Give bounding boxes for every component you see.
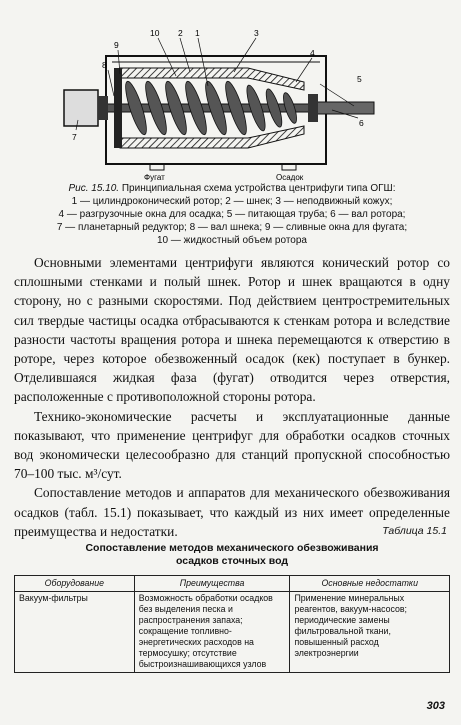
page-number: 303	[426, 700, 445, 712]
table-header-row	[15, 576, 450, 592]
cell-advantages: Возможность обработки осадков без выделения песка и распространения запаха; сокращение топливно-энергетических расходов на термосушку; отсутствие быстроизнашивающихся узлов	[134, 592, 290, 673]
cell-equipment: Вакуум-фильтры	[15, 592, 135, 673]
gearbox-block	[64, 90, 98, 126]
paragraph-1: Основными элементами центрифуги являются конический ротор со сплошными стенками и полый шнек. Ротор и шнек вращаются в одну сторону, но с разными скоростями. Под действием центростремительных сил твердые частицы осадка отбрасываются к стенкам ротора и вследствие разности частоты вращения ротора и шнека перемещаются к отверстию в роторе, через которое обезвоженный осадок (кек) поступает в бункер. Отделившаяся жидкая фаза (фугат) отводится через отверстия, расположенные с противоположной стороны ротора.	[14, 255, 450, 405]
table-title-line-1: Сопоставление методов механического обезвоживания	[85, 542, 379, 554]
body-text	[14, 253, 450, 541]
figure-caption	[14, 182, 450, 247]
callout-7: 7	[72, 132, 77, 142]
rotor-wall-bottom	[120, 126, 304, 148]
caption-line-5: 10 — жидкостный объем ротора	[157, 235, 307, 246]
callout-2: 2	[178, 28, 183, 38]
caption-line-4: 7 — планетарный редуктор; 8 — вал шнека; 9 — сливные окна для фугата;	[56, 222, 408, 233]
caption-title: Рис. 15.10.	[68, 183, 120, 194]
callout-8: 8	[102, 60, 107, 70]
callout-6: 6	[359, 118, 364, 128]
bearing-right	[308, 94, 318, 122]
header-advantages: Преимущества	[134, 576, 290, 592]
table-row	[15, 592, 450, 673]
paragraph-2: Технико-экономические расчеты и эксплуатационные данные показывают, что применение центрифуг для обработки осадков сточных вод экономически целесообразно для станций пропускной способностью 70–100 тыс. м³/сут.	[14, 408, 450, 482]
callout-1: 1	[195, 28, 200, 38]
cell-disadvantages: Применение минеральных реагентов, вакуум-насосов; периодические замены фильтровальной ткани, повышенный расход электроэнергии	[290, 592, 450, 673]
feed-pipe	[314, 102, 374, 114]
paragraph-3: Сопоставление методов и аппаратов для механического обезвоживания осадков (табл. 15.1) показывает, что каждый из них имеет определенные преимущества и недостатки.	[14, 485, 450, 539]
callout-10: 10	[150, 28, 160, 38]
rotor-end-left	[114, 68, 122, 148]
callout-4: 4	[310, 48, 315, 58]
table-title-line-2: осадков сточных вод	[175, 554, 289, 567]
header-disadvantages: Основные недостатки	[290, 576, 450, 592]
callout-5: 5	[357, 74, 362, 84]
table-label: Таблица 15.1	[382, 525, 447, 537]
caption-line-3: 4 — разгрузочные окна для осадка; 5 — питающая труба; 6 — вал ротора;	[58, 209, 406, 220]
callout-9: 9	[114, 40, 119, 50]
centrifuge-diagram	[58, 26, 398, 182]
caption-description: Принципиальная схема устройства центрифуги типа ОГШ:	[121, 183, 396, 194]
callout-3: 3	[254, 28, 259, 38]
caption-line-2: 1 — цилиндроконический ротор; 2 — шнек; 3 — неподвижный кожух;	[71, 196, 393, 207]
bearing-left	[98, 96, 108, 120]
comparison-table	[14, 575, 450, 673]
header-equipment: Оборудование	[15, 576, 135, 592]
sludge-outlet-label: Осадок	[276, 173, 304, 182]
table-title	[14, 542, 450, 567]
fugat-outlet-label: Фугат	[144, 173, 165, 182]
caption-line-1	[14, 182, 450, 195]
